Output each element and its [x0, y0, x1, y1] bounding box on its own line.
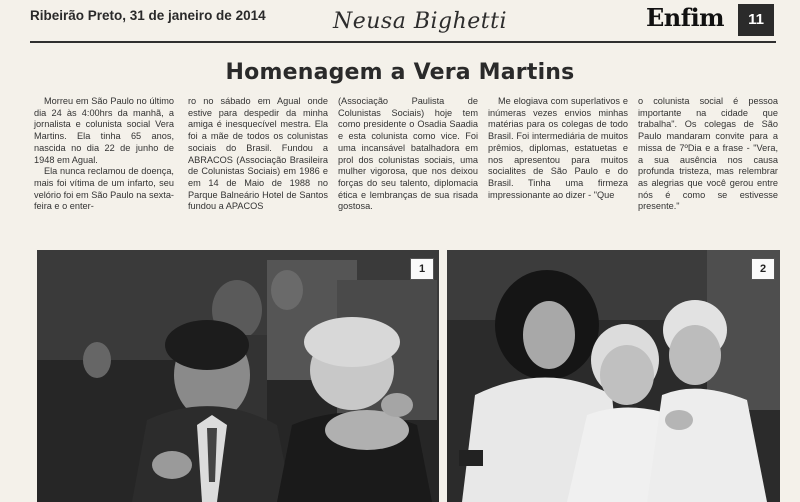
columnist-name: Neusa Bighetti	[332, 9, 508, 34]
paragraph: (Associação Paulista de Colunistas Sociais) hoje tem como presidente o Osadia Saadia e esta colunista como vice. Foi uma incansável batalhadora em prol dos colunistas sociais, uma mulher vigorosa, que nos deixou forças do seu talento, diplomacia ética e lembranças de sua risada gostosa.	[338, 96, 478, 212]
paragraph: Ela nunca reclamou de doença, mais foi vítima de um infarto, seu velório foi em São Paulo na sexta-feira e o enter-	[34, 166, 174, 212]
photo-number-badge: 1	[410, 258, 434, 280]
article-headline: Homenagem a Vera Martins	[225, 60, 575, 85]
article-column-5	[638, 96, 778, 213]
article-column-3	[338, 96, 478, 213]
photo-1-image	[37, 250, 439, 502]
article-column-2	[188, 96, 328, 213]
article-column-1	[34, 96, 174, 213]
article-column-4	[488, 96, 628, 201]
header-rule	[30, 41, 776, 43]
photo-2-image	[447, 250, 780, 502]
photo-number-badge: 2	[751, 258, 775, 280]
paragraph: Morreu em São Paulo no último dia 24 às 4:00hrs da manhã, a jornalista e colunista social Vera Martins. Ela tinha 65 anos, nascida no dia 22 de junho de 1948 em Agual.	[34, 96, 174, 165]
page-header	[0, 0, 800, 40]
section-name: Enfim	[646, 3, 725, 32]
dateline: Ribeirão Preto, 31 de janeiro de 2014	[30, 8, 266, 23]
photo-1	[37, 250, 439, 502]
page-number: 11	[738, 4, 774, 36]
photo-2	[447, 250, 780, 502]
paragraph: Me elogiava com superlativos e inúmeras vezes envios minhas matérias para os colegas de todo Brasil. Foi intermediária de muitos prêmios, diplomas, estatuetas e nos apresentou para muitos socialites de São Paulo e do Brasil. Tinha uma firmeza impressionante ao dizer - "Que	[488, 96, 628, 200]
paragraph: ro no sábado em Agual onde estive para despedir da minha amiga é inesquecível mestra. Ela foi a mãe de todos os colunistas sociais do Brasil. Fundou a ABRACOS (Associação Brasileira de Colunistas Sociais) em 1986 e em 14 de Maio de 1988 no Parque Balneário Hotel de Santos fundou a APACOS	[188, 96, 328, 212]
paragraph: o colunista social é pessoa importante na cidade que trabalha". Os colegas de São Paulo mandaram convite para a missa de 7ºDia e a frase - "Vera, a sua ausência nos causa profunda tristeza, mas relembrar as alegrias que você gerou entre nós é como se estivesse presente."	[638, 96, 778, 212]
